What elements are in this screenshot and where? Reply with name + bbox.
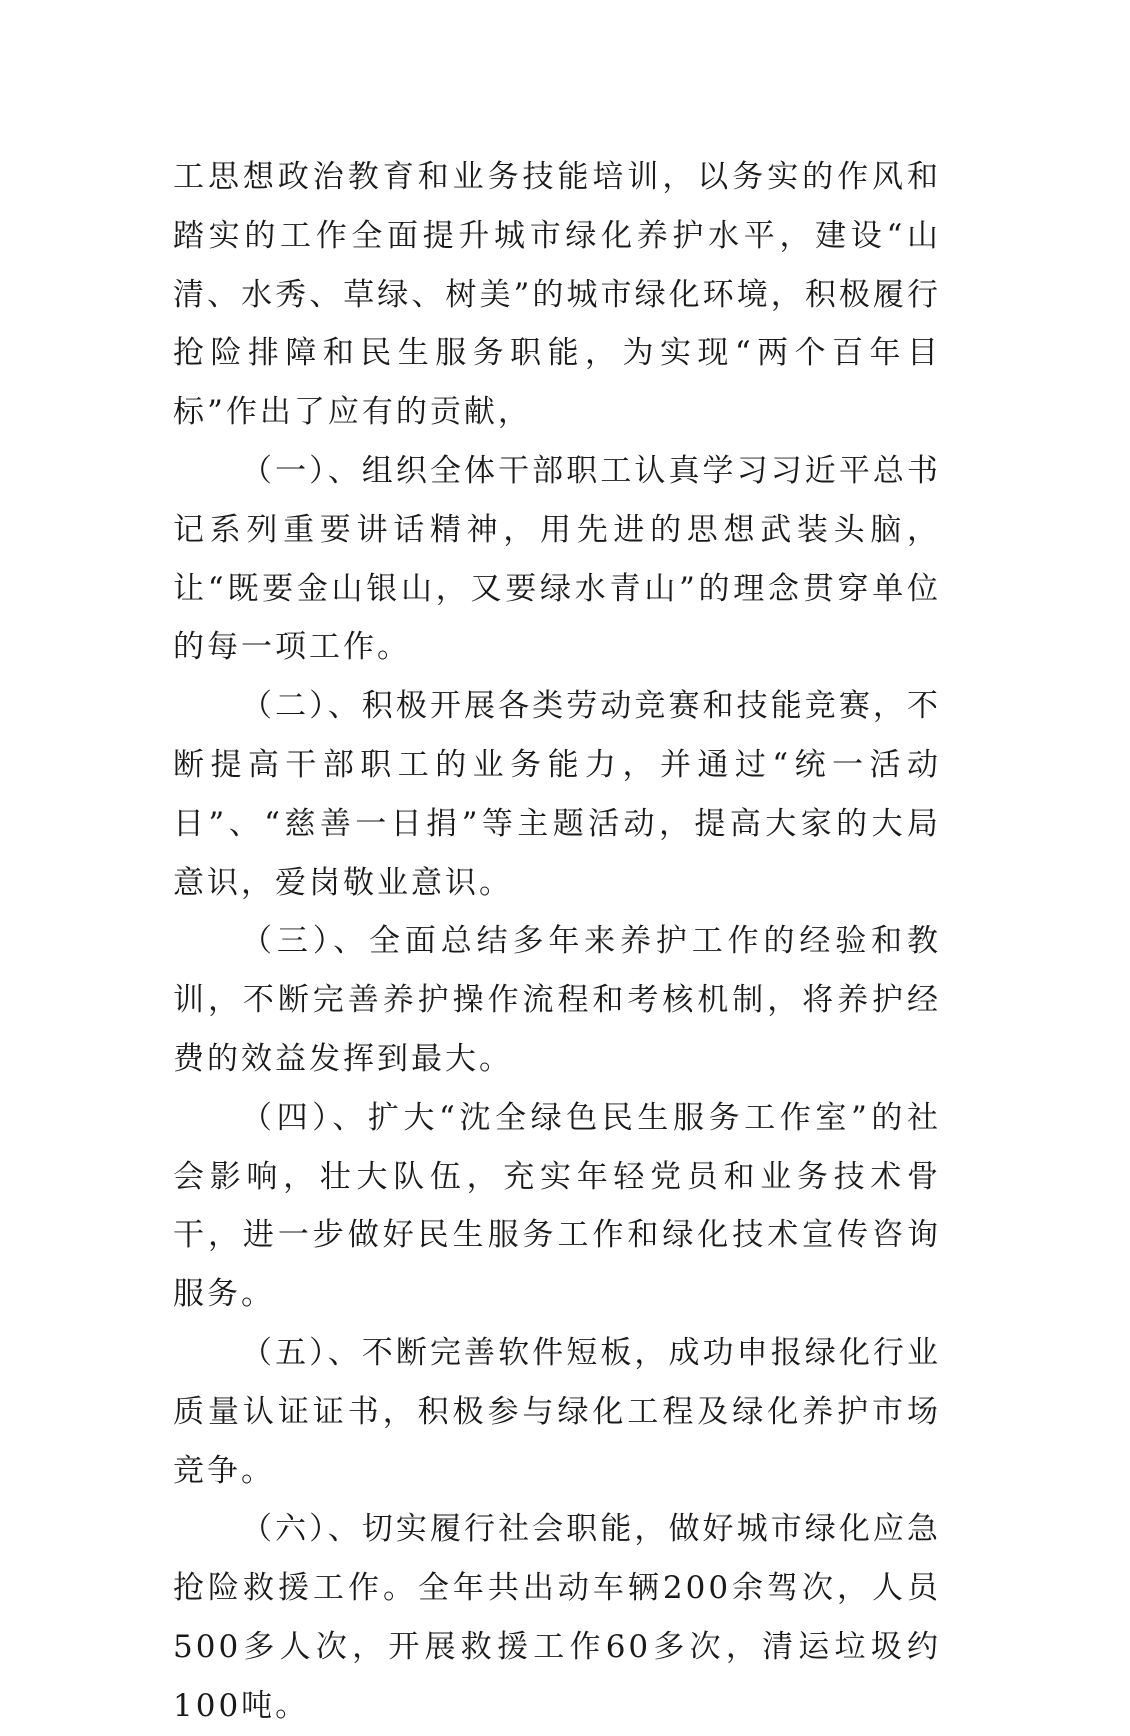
paragraph-item-4: （四）、扩大“沈全绿色民生服务工作室”的社会影响，壮大队伍，充实年轻党员和业务技术骨干，进一步做好民生服务工作和绿化技术宣传咨询服务。 <box>173 1099 941 1313</box>
paragraph-item-2: （二）、积极开展各类劳动竞赛和技能竞赛，不断提高干部职工的业务能力，并通过“统一活动日”、“慈善一日捐”等主题活动，提高大家的大局意识，爱岗敬业意识。 <box>173 688 941 901</box>
paragraph-continued: 工思想政治教育和业务技能培训，以务实的作风和踏实的工作全面提升城市绿化养护水平，建设“山清、水秀、草绿、树美”的城市绿化环境，积极履行抢险排障和民生服务职能，为实现“两个百年目标”作出了应有的贡献， <box>173 159 941 431</box>
paragraph-item-3: （三）、全面总结多年来养护工作的经验和教训，不断完善养护操作流程和考核机制，将养护经费的效益发挥到最大。 <box>173 923 941 1077</box>
paragraph-item-6: （六）、切实履行社会职能，做好城市绿化应急抢险救援工作。全年共出动车辆200余驾次，人员500多人次，开展救援工作60多次，清运垃圾约100吨。 <box>173 1511 941 1724</box>
paragraph-item-1: （一）、组织全体干部职工认真学习习近平总书记系列重要讲话精神，用先进的思想武装头脑，让“既要金山银山，又要绿水青山”的理念贯穿单位的每一项工作。 <box>173 452 941 666</box>
document-body <box>173 148 941 1736</box>
paragraph-item-5: （五）、不断完善软件短板，成功申报绿化行业质量认证证书，积极参与绿化工程及绿化养护市场竞争。 <box>173 1334 941 1489</box>
